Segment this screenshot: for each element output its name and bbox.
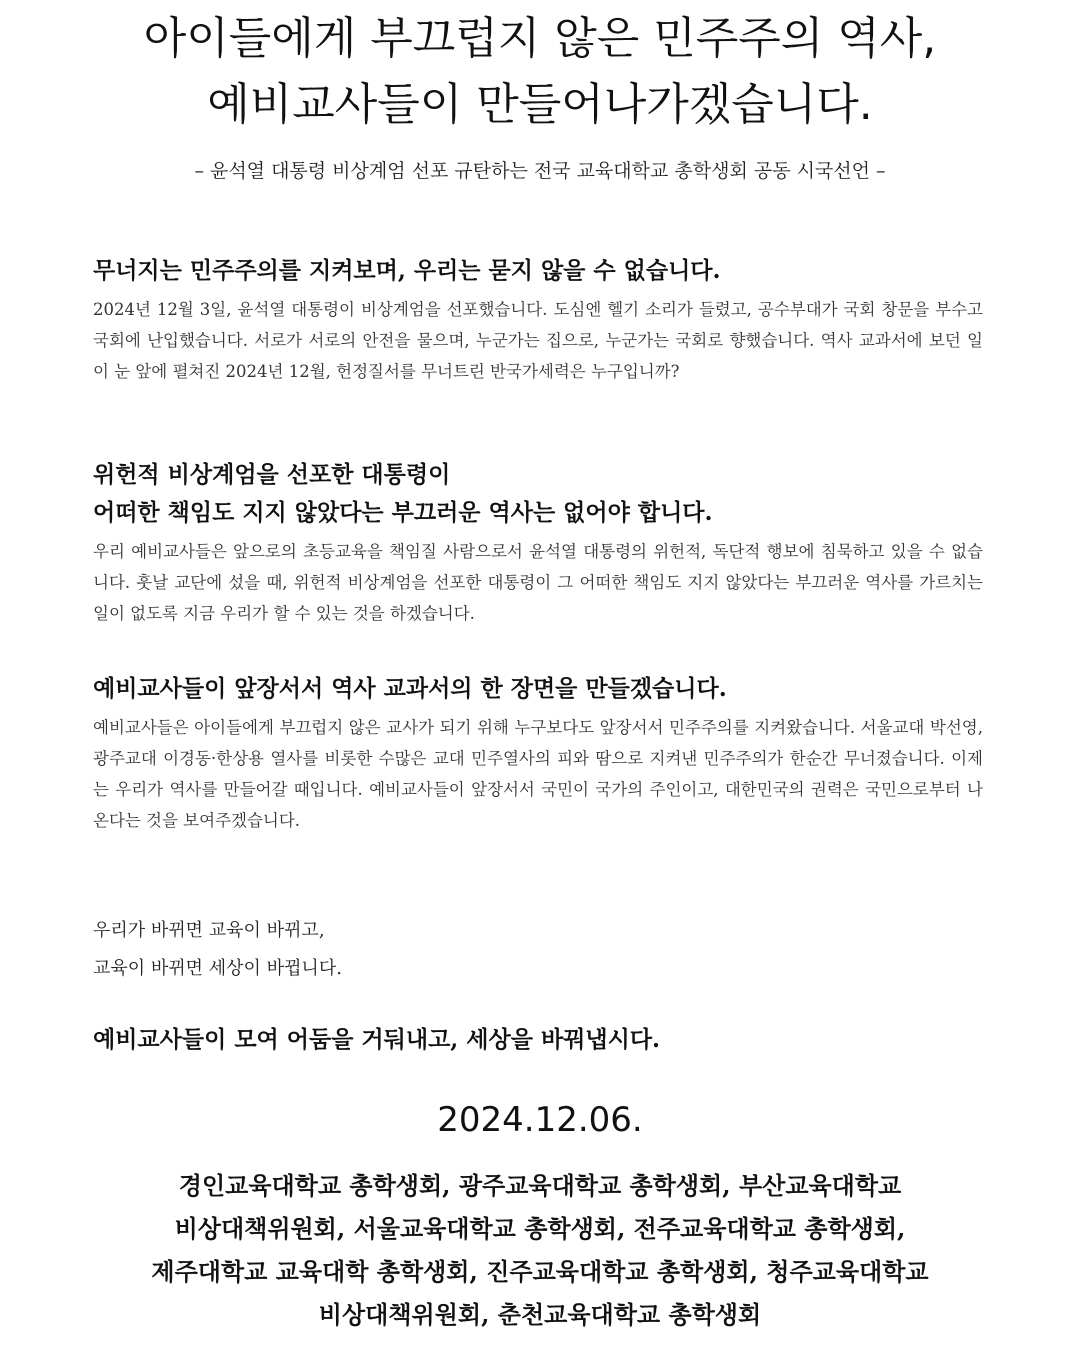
title-line-2: 예비교사들이 만들어나가겠습니다. xyxy=(207,79,873,130)
statement-date: 2024.12.06. xyxy=(437,1100,643,1140)
section-2 xyxy=(93,456,983,629)
closing-line-2: 교육이 바뀌면 세상이 바뀝니다. xyxy=(93,958,342,979)
signatories-line-4: 비상대책위원회, 춘천교육대학교 총학생회 xyxy=(318,1300,762,1329)
page-title xyxy=(0,6,1080,138)
section-2-body: 우리 예비교사들은 앞으로의 초등교육을 책임질 사람으로서 윤석열 대통령의 위헌적, 독단적 행보에 침묵하고 있을 수 없습니다. 훗날 교단에 섰을 때, 위헌적 비상계엄을 선포한 대통령이 그 어떠한 책임도 지지 않았다는 부끄러운 역사를 가르치는 일이 없도록 지금 우리가 할 수 있는 것을 하겠습니다. xyxy=(93,542,983,623)
section-2-heading-line-1: 위헌적 비상계엄을 선포한 대통령이 xyxy=(93,461,451,488)
signatories-line-3: 제주대학교 교육대학 총학생회, 진주교육대학교 총학생회, 청주교육대학교 xyxy=(151,1257,929,1286)
final-statement: 예비교사들이 모여 어둠을 거둬내고, 세상을 바꿔냅시다. xyxy=(93,1026,661,1053)
section-3-heading xyxy=(93,670,983,708)
section-2-heading xyxy=(93,456,983,532)
section-1 xyxy=(93,252,983,387)
section-1-body: 2024년 12월 3일, 윤석열 대통령이 비상계엄을 선포했습니다. 도심엔 헬기 소리가 들렸고, 공수부대가 국회 창문을 부수고 국회에 난입했습니다. 서로가 서로의 안전을 물으며, 누군가는 집으로, 누군가는 국회로 향했습니다. 역사 교과서에 보던 일이 눈 앞에 펼쳐진 2024년 12월, 헌정질서를 무너트린 반국가세력은 누구입니까? xyxy=(93,300,983,381)
closing-remarks xyxy=(93,912,983,988)
title-line-1: 아이들에게 부끄럽지 않은 민주주의 역사, xyxy=(143,13,937,64)
page-subtitle: – 윤석열 대통령 비상계엄 선포 규탄하는 전국 교육대학교 총학생회 공동 시국선언 – xyxy=(194,160,886,182)
section-1-heading xyxy=(93,252,983,290)
signatories xyxy=(0,1164,1080,1336)
section-3 xyxy=(93,670,983,836)
section-3-heading-line-1: 예비교사들이 앞장서서 역사 교과서의 한 장면을 만들겠습니다. xyxy=(93,675,727,702)
section-3-body: 예비교사들은 아이들에게 부끄럽지 않은 교사가 되기 위해 누구보다도 앞장서서 민주주의를 지켜왔습니다. 서울교대 박선영, 광주교대 이경동·한상용 열사를 비롯한 수많은 교대 민주열사의 피와 땀으로 지켜낸 민주주의가 한순간 무너졌습니다. 이제는 우리가 역사를 만들어갈 때입니다. 예비교사들이 앞장서서 국민이 국가의 주인이고, 대한민국의 권력은 국민으로부터 나온다는 것을 보여주겠습니다. xyxy=(93,718,983,830)
closing-line-1: 우리가 바뀌면 교육이 바뀌고, xyxy=(93,920,325,941)
signatories-line-1: 경인교육대학교 총학생회, 광주교육대학교 총학생회, 부산교육대학교 xyxy=(178,1171,902,1200)
section-1-heading-line-1: 무너지는 민주주의를 지켜보며, 우리는 묻지 않을 수 없습니다. xyxy=(93,257,721,284)
signatories-line-2: 비상대책위원회, 서울교육대학교 총학생회, 전주교육대학교 총학생회, xyxy=(174,1214,906,1243)
section-2-heading-line-2: 어떠한 책임도 지지 않았다는 부끄러운 역사는 없어야 합니다. xyxy=(93,499,713,526)
